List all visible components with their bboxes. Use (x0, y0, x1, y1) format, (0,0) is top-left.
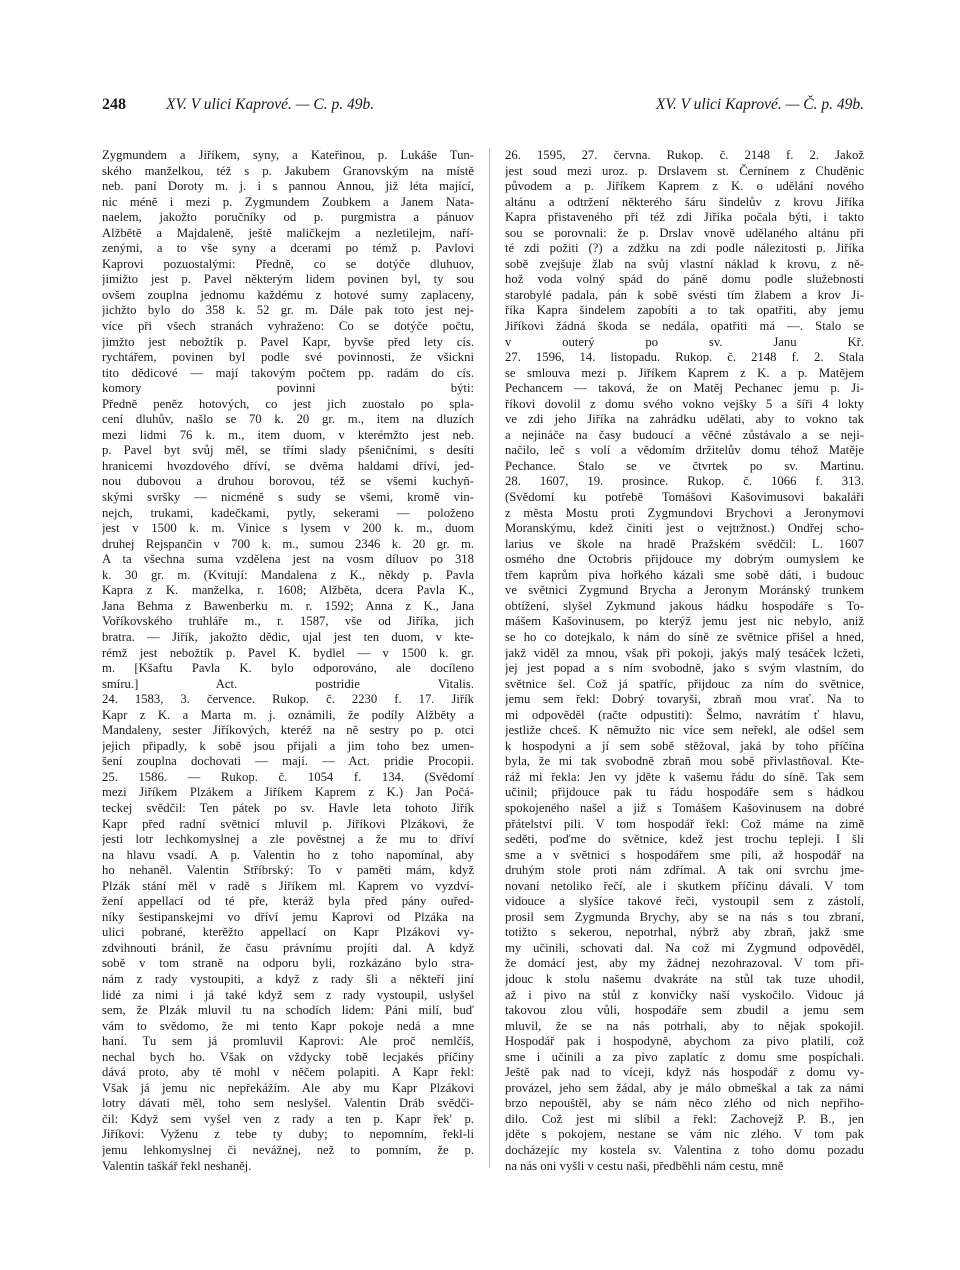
text-line: jestliže chceš. K němužto nic více sem neřekl, ale odšel sem (505, 723, 864, 738)
text-line: jimižto jest p. Pavel některým lidem povinen byl, ty sou (102, 272, 474, 287)
text-line: jesti lotr lechkomyslnej a zle pověstnej a že mu to dříví (102, 832, 474, 847)
text-line: říkovi dovolil z domu svého vokno vejšky 5 a šíři 4 lokty (505, 396, 864, 411)
text-line: říka Kapra šindelem zapobíti a to tak opatřiti, aby jemu (505, 303, 864, 318)
text-line: jděte s pokojem, nestane se vám nic zlého. V tom pak (505, 1127, 864, 1142)
text-line: ráž mi řekla: Jen vy jděte k vašemu řádu do síně. Tak sem (505, 769, 864, 784)
text-line: 26. 1595, 27. června. Rukop. č. 2148 f. 2. Jakož (505, 148, 864, 162)
text-line: mezi lidmi 76 k. m., item duom, v kterémžto jest neb. (102, 427, 474, 442)
text-line: nou dubovou a druhou borovou, též se všemi kuchyň- (102, 474, 474, 489)
text-line: docházejíc my kostela sv. Valentina z toho domu pozadu (505, 1143, 864, 1157)
text-line: obtížení, slyšel Zykmund jakous hádku hospodáře s To- (505, 598, 864, 613)
text-line: se smlouva mezi p. Jiříkem Kaprem z K. a p. Matějem (505, 365, 864, 380)
text-line: jemu sem řekl: Dobrý tovaryši, zbraň mou vrať. Na to (505, 692, 864, 707)
text-line: naelem, jakožto poručníky od p. purgmistra a pánuov (102, 210, 474, 225)
text-line: v outerý po sv. Janu Kř. (505, 334, 864, 349)
text-line: Zygmundem a Jiříkem, syny, a Kateřinou, p. Lukáše Tun- (102, 148, 474, 162)
text-line: jej jest popad a s ním svobodně, jako s svým vlastním, do (505, 661, 864, 676)
text-line: sme i učinili a za pivo zaplatíc z domu sme pospíchali. (505, 1049, 864, 1064)
text-line: že domácí jest, aby my žádnej nezohrazoval. V tom při- (505, 956, 864, 971)
text-line: níky šestipanskejmi vo dříví jemu Kaprovi od Plzáka na (102, 909, 474, 924)
text-line: spokojeného našel a již s Tomášem Kašovinusem na dobré (505, 800, 864, 815)
text-line: rychtářem, povinen byl podle své povinnosti, že všickni (102, 350, 474, 365)
text-line: altánu a odtržení některého šáru šindelův z krovu Jiříka (505, 194, 864, 209)
text-line: jdouc k stolu našemu dvakráte na stůl tak tuze uhodil, (505, 971, 864, 986)
text-line: se ho co dotejkalo, k nám do síně ze světnice přišel a hned, (505, 629, 864, 644)
text-line: zenými, a to vše syny a dcerami po témž p. Pavlovi (102, 241, 474, 256)
column-divider (489, 148, 490, 1168)
text-line: sobě v tom straně na odporu byli, rozkázáno bylo stra- (102, 956, 474, 971)
text-line: Alžbětě a Majdaleně, ještě maličkejm a nezletilejm, naří- (102, 225, 474, 240)
text-line: jejich připadly, k sobě jsou přijali a jim toho bez umen- (102, 738, 474, 753)
text-line: na nás oni vyšli v cestu naši, předběhli nám cestu, mně (505, 1158, 784, 1173)
text-line: Mandaleny, sester Jiříkových, kteréž na ně sestry po p. otci (102, 723, 474, 738)
text-line: Kaprovi pozuostalými: Předně, co se dotýče dluhuov, (102, 256, 474, 271)
text-line: mezi Jiříkem Plzákem a Jiříkem Kaprem z K.) Jan Počá- (102, 785, 474, 800)
text-line: novaní netoliko řečí, ale i skutkem příčinu dávali. V tom (505, 878, 864, 893)
text-line: Jiříkovi: Vyženu z tebe ty duby; to nepomním, řekl-li (102, 1127, 474, 1142)
text-line: larius ve škole na hradě Pražském svědčil: L. 1607 (505, 536, 864, 551)
page-number: 248 (102, 96, 126, 113)
text-line: Jana Behma z Bawenberku m. r. 1592; Anna z K., Jana (102, 598, 474, 613)
text-line: sem, že Plzák mluvil tu na schodích lidem: Páni milí, buď (102, 1003, 474, 1018)
text-line: žení appellací od té pře, kteráž byla před pány ouřed- (102, 894, 474, 909)
text-line: šení zouplna dochovati — mají. — Act. pridie Procopii. (102, 754, 474, 769)
running-title-left: XV. V ulici Kaprové. — C. p. 49b. (166, 96, 375, 113)
text-line: totižto s sekerou, nepotrhal, nýbrž aby zbraň, jakž sme (505, 925, 864, 940)
text-line: lotry dávati měl, toho sem neslyšel. Valentin Dráb svědči- (102, 1096, 474, 1111)
text-line: nic méně i mezi p. Zygmundem Zoubkem a Janem Nata- (102, 194, 474, 209)
text-line: jakž viděl za mnou, však při pokoji, jakýs malý tesáček lcžeti, (505, 645, 864, 660)
text-line: ského manželkou, též s p. Jakubem Granovským na místě (102, 163, 474, 178)
text-line: nechal bych ho. Však on vždycky tobě lecjakés příčiny (102, 1049, 474, 1064)
page-header (102, 96, 864, 120)
text-line: skými svršky — nicméně s sudy se všemi, kromě vin- (102, 490, 474, 505)
text-line: k. 30 gr. m. (Kvitují: Mandalena z K., někdy p. Pavla (102, 567, 474, 582)
text-line: A ta všechna suma vzdělena jest na vosm díluov po 318 (102, 552, 474, 567)
text-line: dilo. Což jest mi slíbil a řekl: Zachovejž P. B., jen (505, 1111, 864, 1126)
right-text-column (505, 148, 864, 1174)
text-line: původem a p. Jiříkem Kaprem z K. o udělání nového (505, 179, 864, 194)
text-line: načilo, leč s volí a vědomím držitelův domu téhož Matěje (505, 443, 864, 458)
text-line: mášem Kašovinusem, po kterýž jemu jest nic nebylo, aniž (505, 614, 864, 629)
text-line: osmého dne Octobris přijdouce my dobrým oumyslem ke (505, 552, 864, 567)
text-line: druhým stole proti nám zdřímal. A tak oni svrchu jme- (505, 863, 864, 878)
text-line: z města Mostu proti Zygmundovi Brychovi a Jeronymovi (505, 505, 864, 520)
text-line: ho nehaněl. Valentin Stříbrský: To v paměti mám, když (102, 863, 474, 878)
text-line: k hospodyni a jí sem sobě stěžoval, jaká by toho příčina (505, 738, 864, 753)
text-line: více při všech stranách vyhraženo: Co se dotýče počtu, (102, 319, 474, 334)
text-line: sou se porovnali: že p. Drslav vnově udělaného altánu při (505, 225, 864, 240)
text-line: na hlavu vsadí. A p. Valentin ho z toho napomínal, aby (102, 847, 474, 862)
text-line: mluvil, že se na nás potrhali, aby to nějak spokojil. (505, 1018, 864, 1033)
text-line: jemu lehkomyslnej či nevážnej, než to pomním, že p. (102, 1143, 474, 1157)
text-line: druhej Rejspančin v 700 k. m., sumou 2346 k. 20 gr. m. (102, 536, 474, 551)
left-text-column (102, 148, 474, 1174)
text-line: jichžto bylo do 358 k. 52 gr. m. Dále pak toto jest nej- (102, 303, 474, 318)
text-line: Valentin taškář řekl neshaněj. (102, 1158, 252, 1173)
text-line: Však já jemu nic nepřekážím. Ale aby mu Kapr Plzákovi (102, 1080, 474, 1095)
text-line: učinil; přijdouce pak tu řádu hospodáře sem s hádkou (505, 785, 864, 800)
text-line: Kapr před radní světnicí mluvil p. Jiříkovi Plzákovi, že (102, 816, 474, 831)
text-line: sme a v světnici s hospodářem sme pili, až hospodář na (505, 847, 864, 862)
text-line: Moranskýmu, kdež činiti jest o vejtržnost.) Ondřej scho- (505, 521, 864, 536)
text-line: Plzák stání měl v radě s Jiříkem ml. Kaprem vo vyzdví- (102, 878, 474, 893)
running-title-right: XV. V ulici Kaprové. — Č. p. 49b. (655, 96, 864, 113)
text-line: Hospodář pak i hospodyně, abychom za pivo platili, což (505, 1034, 864, 1049)
text-line: haní. Tu sem já promluvil Kaprovi: Ale proč nemlčíš, (102, 1034, 474, 1049)
text-line: třem kaprům piva hořkého kázali sme sobě dáti, i budouc (505, 567, 864, 582)
text-line: dává proto, aby tě mohl v něčem polapiti. A Kapr řekl: (102, 1065, 474, 1080)
text-line: Kapr z K. a Marta m. j. oznámili, že podíly Alžběty a (102, 707, 474, 722)
text-line: cení dluhův, našlo se 70 k. 20 gr. m., item na dluzích (102, 412, 474, 427)
text-line: ovšem zouplna jednomu každému z hotové sumy zaplaceny, (102, 287, 474, 302)
text-line: hož voda volný spád do páně domu podle služebnosti (505, 272, 864, 287)
text-line: až i pivo na stůl z konvičky naší vyskočilo. Vidouc já (505, 987, 864, 1002)
text-line: světnice šel. Což já spatříc, přijdouc za ním do světnice, (505, 676, 864, 691)
text-line: p. Pavel byt svůj měl, se třími slady pšeničními, s desíti (102, 443, 474, 458)
text-line: 25. 1586. — Rukop. č. 1054 f. 134. (Svědomí (102, 769, 474, 784)
text-line: my učinili, schovati dal. Na což mi Zygmund odpověděl, (505, 940, 864, 955)
text-line: Voříkovského truhláře m., r. 1587, vše od Jiříka, jich (102, 614, 474, 629)
text-line: Kapra z K. manželka, r. 1608; Alžběta, dcera Pavla K., (102, 583, 474, 598)
text-line: (Svědomí ku potřebě Tomášovi Kašovimusovi bakaláři (505, 490, 864, 505)
text-line: Pechance. Stalo se ve čtvrtek po sv. Martinu. (505, 458, 864, 473)
text-line: 24. 1583, 3. července. Rukop. č. 2230 f. 17. Jiřík (102, 692, 474, 707)
text-line: brzo nepouštěl, aby se nám něco zlého od nich nepřiho- (505, 1096, 864, 1111)
text-line: Jiříkovi žádná škoda se nedála, opatřiti má —. Stalo se (505, 319, 864, 334)
text-line: komory povinni býti: (102, 381, 474, 396)
text-line: 27. 1596, 14. listopadu. Rukop. č. 2148 f. 2. Stala (505, 350, 864, 365)
text-line: vám to svědomo, že mi tento Kapr pokoje nedá a mne (102, 1018, 474, 1033)
text-line: starobylé padala, pán k sobě svésti tím žlabem a krov Ji- (505, 287, 864, 302)
text-line: vidouce a slyšíce takové řeči, vystoupil sem z zástolí, (505, 894, 864, 909)
text-line: prosil sem Zygmunda Brychy, aby se na nás s tou zbraní, (505, 909, 864, 924)
text-line: sobě zvejšuje žlab na svůj vlastní náklad k krovu, z ně- (505, 256, 864, 271)
text-line: jimžto jest nebožtík p. Pavel Kapr, byvše před lety cís. (102, 334, 474, 349)
text-line: jest v 1500 k. m. Vinice s lysem v 200 k. m., duom (102, 521, 474, 536)
text-line: Ještě pak nad to víceji, když nás hospodář z domu vy- (505, 1065, 864, 1080)
text-line: té zdi požiti (?) a zdžku na zdi podle nálezitosti p. Jiříka (505, 241, 864, 256)
text-line: jest soud mezi uroz. p. Drslavem st. Černínem z Chuděnic (505, 163, 864, 178)
text-line: seděti, poďme do světnice, kdež jest trochu tepleji. I šli (505, 832, 864, 847)
text-line: hranicemi hvozdového dříví, se dvěma haldami dříví, jed- (102, 458, 474, 473)
text-line: tito dědicové — mají takovým počtem pp. radám do cís. (102, 365, 474, 380)
text-line: m. [Kšaftu Pavla K. bylo odporováno, ale docíleno (102, 661, 474, 676)
text-line: bratra. — Jiřík, jakožto dědic, ujal jest ten duom, v kte- (102, 629, 474, 644)
text-line: smíru.] Act. postridie Vitalis. (102, 676, 474, 691)
text-line: teckej svědčil: Ten pátek po sv. Havle leta tohoto Jiřík (102, 800, 474, 815)
text-line: lidé za nimi i já také když sem z rady vystoupil, uslyšel (102, 987, 474, 1002)
text-line: mi odpověděl (račte odpustiti): Šelmo, navrátím ť hlavu, (505, 707, 864, 722)
text-line: rémž jest nebožtík p. Pavel K. bydlel — v 1500 k. gr. (102, 645, 474, 660)
text-line: nejch, trukami, kadečkami, pytly, sekerami — položeno (102, 505, 474, 520)
text-line: Pechancem — taková, že on Matěj Pechanec jemu p. Ji- (505, 381, 864, 396)
text-line: čil: Když sem vyšel ven z rady a ten p. Kapr řek' p. (102, 1111, 474, 1126)
text-line: nám z rady vystoupiti, a když z rady šli a někteří jiní (102, 971, 474, 986)
text-line: neb. paní Doroty m. j. i s pannou Annou, již léta mající, (102, 179, 474, 194)
text-line: ulici pobrané, kterěžto appellací on Kapr Plzákovi vy- (102, 925, 474, 940)
text-line: a nejináče na časy budoucí a věčné zůstávalo a se neji- (505, 427, 864, 442)
text-line: byla, že mi tak svobodně zbraň mou sobě přivlastňoval. Kte- (505, 754, 864, 769)
text-line: ve zdi jeho Jiříka na zahrádku udělati, aby to vokno tak (505, 412, 864, 427)
text-line: takovou zlou vůli, hospodáře sem zbudil a jemu sem (505, 1003, 864, 1018)
text-line: Předně peněz hotových, co jest jich zuostalo po spla- (102, 396, 474, 411)
text-line: Kapra přistaveného při též zdi Jiříka počala býti, i takto (505, 210, 864, 225)
text-line: ve světnici Zygmund Brycha a Jeronym Moránský trunkem (505, 583, 864, 598)
text-line: přátelství pili. V tom hospodář řekl: Což máme na zimě (505, 816, 864, 831)
text-line: 28. 1607, 19. prosince. Rukop. č. 1066 f. 313. (505, 474, 864, 489)
text-line: provázel, jeho sem žádal, aby je málo obmeškal a tak za námi (505, 1080, 864, 1095)
text-line: zdvihnouti bránil, že času právnímu projíti dal. A když (102, 940, 474, 955)
